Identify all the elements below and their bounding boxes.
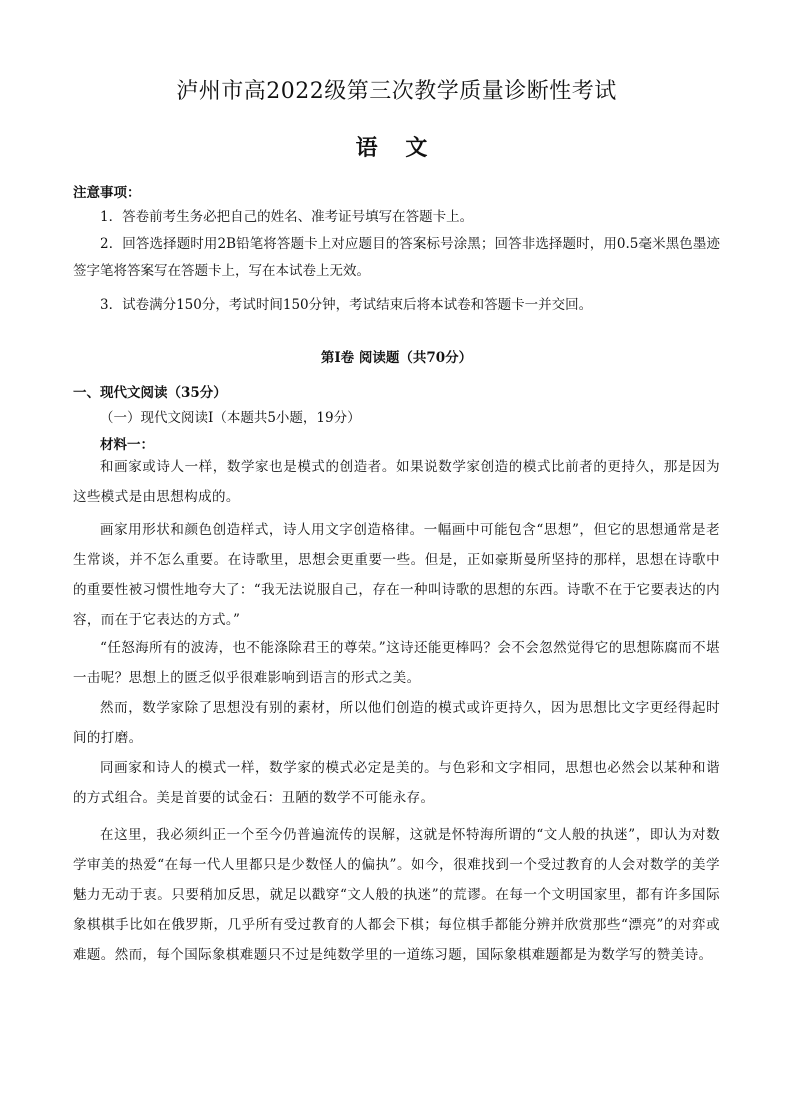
subject-title: 语 文 (355, 135, 438, 161)
body-paragraph: 同画家和诗人的模式一样，数学家的模式必定是美的。与色彩和文字相同，思想也必然会以某种和谐的方式组合。美是首要的试金石：丑陋的数学不可能永存。 (73, 760, 720, 806)
notice-item-2: 2．回答选择题时用2B铅笔将答题卡上对应题目的答案标号涂黑；回答非选择题时，用0.5毫米黑色墨迹签字笔将答案写在答题卡上，写在本试卷上无效。 (73, 236, 720, 279)
section-heading: 一、现代文阅读（35分） (73, 385, 227, 401)
notice-heading: 注意事项： (73, 185, 141, 201)
body-paragraph: 在这里，我必须纠正一个至今仍普遍流传的误解，这就是怀特海所谓的“文人般的执迷”，即认为对数学审美的热爱“在每一代人里都只是少数怪人的偏执”。如今，很难找到一个受过教育的人会对数学的美学魅力无动于衷。只要稍加反思，就足以戳穿“文人般的执迷”的荒谬。在每一个文明国家里，都有许多国际象棋棋手比如在俄罗斯，几乎所有受过教育的人都会下棋；每位棋手都能分辨并欣赏那些“漂亮”的对弈或难题。然而，每个国际象棋难题只不过是纯数学里的一道练习题，国际象棋难题都是为数学写的赞美诗。 (73, 827, 720, 963)
notice-item-1: 1．答卷前考生务必把自己的姓名、准考证号填写在答题卡上。 (100, 209, 474, 225)
body-paragraph: “任怒海所有的波涛，也不能涤除君王的尊荣。”这诗还能更棒吗？会不会忽然觉得它的思想陈腐而不堪一击呢？思想上的匮乏似乎很难影响到语言的形式之美。 (73, 640, 720, 686)
body-paragraph: 然而，数学家除了思想没有别的素材，所以他们创造的模式或许更持久，因为思想比文字更经得起时间的打磨。 (73, 700, 720, 746)
body-paragraph: 画家用形状和颜色创造样式，诗人用文字创造格律。一幅画中可能包含“思想”，但它的思想通常是老生常谈，并不怎么重要。在诗歌里，思想会更重要一些。但是，正如豪斯曼所坚持的那样，思想在诗歌中的重要性被习惯性地夸大了：“我无法说服自己，存在一种叫诗歌的思想的东西。诗歌不在于它要表达的内容，而在于它表达的方式。” (73, 522, 720, 628)
part-title: 第I卷 阅读题（共70分） (320, 350, 473, 366)
subsection-heading: （一）现代文阅读I（本题共5小题，19分） (100, 410, 361, 426)
exam-title: 泸州市高2022级第三次教学质量诊断性考试 (176, 79, 617, 104)
notice-item-3: 3．试卷满分150分，考试时间150分钟，考试结束后将本试卷和答题卡一并交回。 (100, 297, 593, 313)
material-label: 材料一： (100, 437, 154, 453)
body-paragraph: 和画家或诗人一样，数学家也是模式的创造者。如果说数学家创造的模式比前者的更持久，那是因为这些模式是由思想构成的。 (73, 459, 720, 505)
